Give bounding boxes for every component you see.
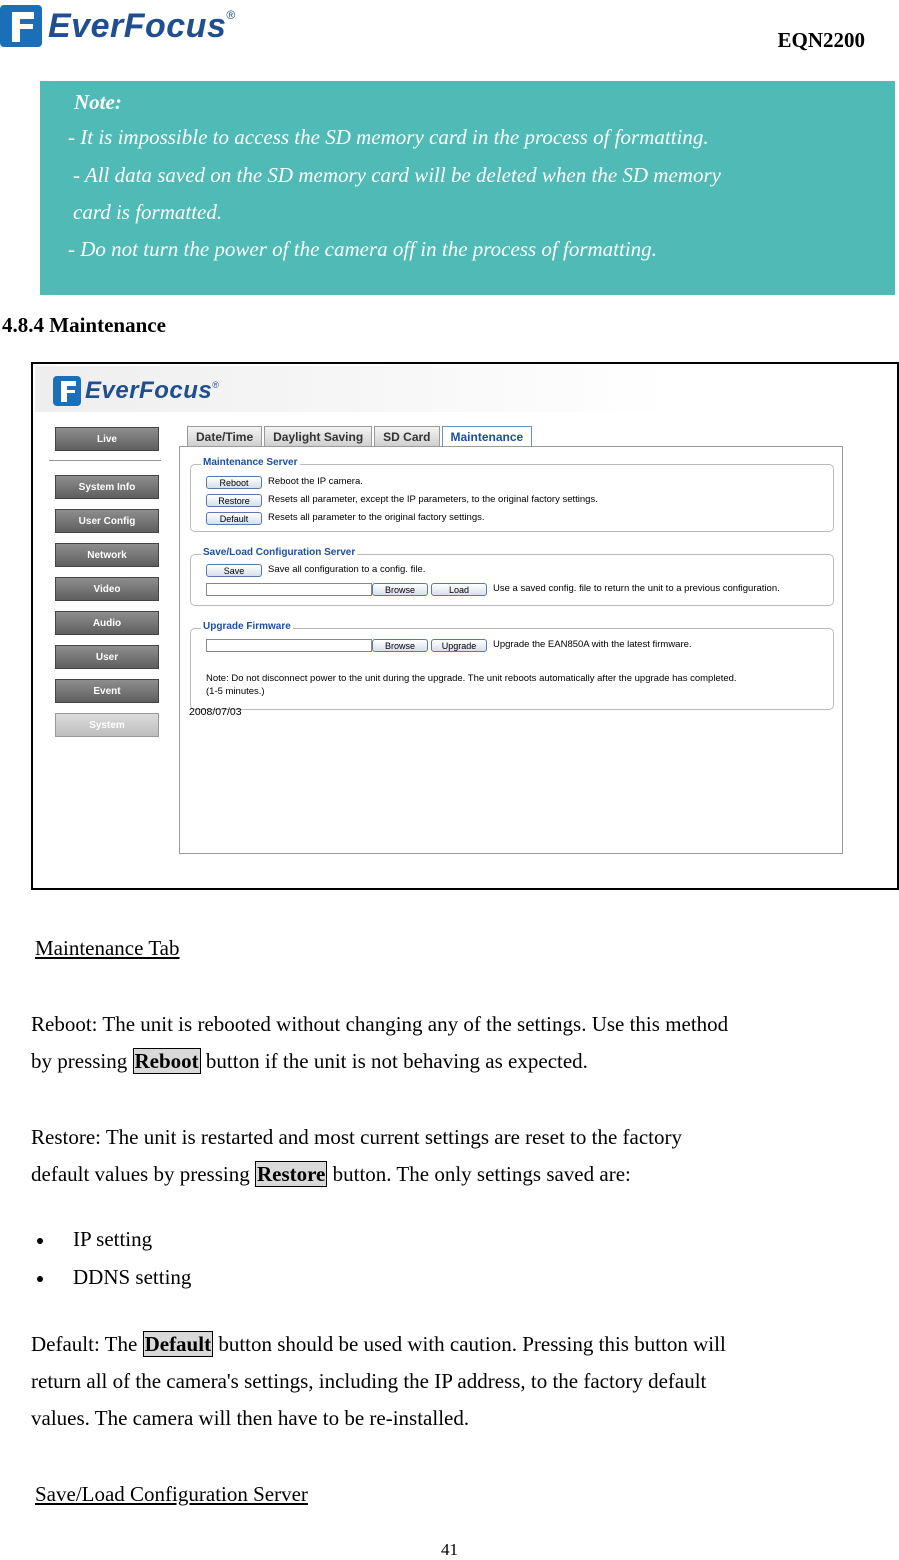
maintenance-screenshot (31, 362, 899, 890)
upgrade-description: Upgrade the EAN850A with the latest firmware. (493, 639, 692, 650)
tab-sd-card[interactable]: SD Card (374, 426, 439, 446)
maintenance-server-legend: Maintenance Server (203, 457, 298, 468)
sidebar-item-audio[interactable]: Audio (55, 611, 159, 635)
section-heading: 4.8.4 Maintenance (2, 313, 166, 337)
reboot-text-a: by pressing (31, 1049, 133, 1073)
screenshot-logo-registered: ® (212, 380, 219, 390)
save-load-heading: Save/Load Configuration Server (35, 1482, 308, 1506)
note-line-2: - All data saved on the SD memory card will be deleted when the SD memory (73, 163, 721, 187)
save-config-button[interactable]: Save (206, 564, 262, 577)
save-config-description: Save all configuration to a config. file. (268, 564, 426, 575)
screenshot-logo (53, 376, 219, 406)
tab-content-panel (179, 446, 843, 854)
load-config-description: Use a saved config. file to return the unit to a previous configuration. (493, 583, 780, 594)
restore-text-a: default values by pressing (31, 1162, 255, 1186)
save-load-legend: Save/Load Configuration Server (203, 547, 356, 558)
upgrade-note-line-2: (1-5 minutes.) (206, 686, 265, 697)
upgrade-firmware-legend: Upgrade Firmware (203, 621, 291, 632)
note-line-4: - Do not turn the power of the camera off in the process of formatting. (68, 237, 657, 261)
sidebar-item-video[interactable]: Video (55, 577, 159, 601)
note-title: Note: (74, 90, 122, 114)
bullet-icon (37, 1238, 43, 1244)
bullet-text-ip: IP setting (73, 1227, 153, 1251)
default-text-a: Default: The (31, 1332, 143, 1356)
logo-registered: ® (226, 8, 236, 22)
default-description: Resets all parameter to the original factory settings. (268, 512, 485, 523)
maintenance-server-group (190, 457, 834, 532)
reboot-description: Reboot the IP camera. (268, 476, 363, 487)
reboot-term: Reboot (134, 1049, 199, 1073)
restore-paragraph-line-1: Restore: The unit is restarted and most current settings are reset to the factory (31, 1125, 682, 1149)
default-button[interactable]: Default (206, 512, 262, 525)
firmware-browse-button[interactable]: Browse (372, 639, 428, 652)
restore-term: Restore (256, 1162, 326, 1186)
reboot-button[interactable]: Reboot (206, 476, 262, 489)
upgrade-firmware-group (190, 621, 834, 710)
tab-daylight-saving[interactable]: Daylight Saving (264, 426, 372, 446)
restore-paragraph-line-2 (31, 1156, 631, 1193)
model-number: EQN2200 (777, 28, 865, 52)
sidebar-item-event[interactable]: Event (55, 679, 159, 703)
upgrade-note-line-1: Note: Do not disconnect power to the unit during the upgrade. The unit reboots automatically after the upgrade has completed. (206, 673, 737, 684)
firmware-file-input[interactable] (206, 639, 372, 652)
sidebar-item-live[interactable]: Live (55, 427, 159, 451)
sidebar-item-system-info[interactable]: System Info (55, 475, 159, 499)
bullet-icon (37, 1276, 43, 1282)
sidebar-item-network[interactable]: Network (55, 543, 159, 567)
bullet-item-ddns (37, 1265, 191, 1290)
note-line-3: card is formatted. (73, 200, 223, 224)
logo-text: EverFocus (48, 6, 227, 45)
tab-maintenance[interactable]: Maintenance (442, 426, 533, 446)
everfocus-logo-icon (0, 5, 42, 47)
sidebar-item-user-config[interactable]: User Config (55, 509, 159, 533)
maintenance-tab-heading: Maintenance Tab (35, 936, 180, 960)
tab-bar (187, 426, 534, 446)
sidebar-item-user[interactable]: User (55, 645, 159, 669)
tab-date-time[interactable]: Date/Time (187, 426, 262, 446)
screenshot-logo-text: EverFocus (85, 377, 213, 404)
reboot-paragraph-line-1: Reboot: The unit is rebooted without changing any of the settings. Use this method (31, 1012, 729, 1036)
default-paragraph-line-2: return all of the camera's settings, including the IP address, to the factory default (31, 1369, 707, 1393)
bullet-item-ip (37, 1227, 152, 1252)
upgrade-button[interactable]: Upgrade (431, 639, 487, 652)
default-text-b: button should be used with caution. Pressing this button will (213, 1332, 726, 1356)
restore-button[interactable]: Restore (206, 494, 262, 507)
bullet-text-ddns: DDNS setting (73, 1265, 192, 1289)
firmware-date: 2008/07/03 (189, 706, 242, 718)
screenshot-logo-icon (53, 376, 81, 406)
note-box (40, 81, 895, 295)
sidebar-divider (49, 460, 161, 461)
restore-text-b: button. The only settings saved are: (327, 1162, 631, 1186)
restore-description: Resets all parameter, except the IP parameters, to the original factory settings. (268, 494, 598, 505)
note-line-1: - It is impossible to access the SD memory card in the process of formatting. (68, 125, 709, 149)
default-term: Default (144, 1332, 212, 1356)
save-load-group (190, 547, 834, 606)
config-file-input[interactable] (206, 583, 372, 596)
sidebar-item-system[interactable]: System (55, 713, 159, 737)
reboot-paragraph-line-2 (31, 1043, 588, 1080)
load-config-button[interactable]: Load (431, 583, 487, 596)
default-paragraph-line-1 (31, 1326, 726, 1363)
screenshot-header (35, 366, 671, 412)
everfocus-logo (0, 4, 235, 48)
reboot-text-b: button if the unit is not behaving as expected. (200, 1049, 588, 1073)
config-browse-button[interactable]: Browse (372, 583, 428, 596)
default-paragraph-line-3: values. The camera will then have to be re-installed. (31, 1406, 470, 1430)
page-number: 41 (441, 1540, 458, 1559)
